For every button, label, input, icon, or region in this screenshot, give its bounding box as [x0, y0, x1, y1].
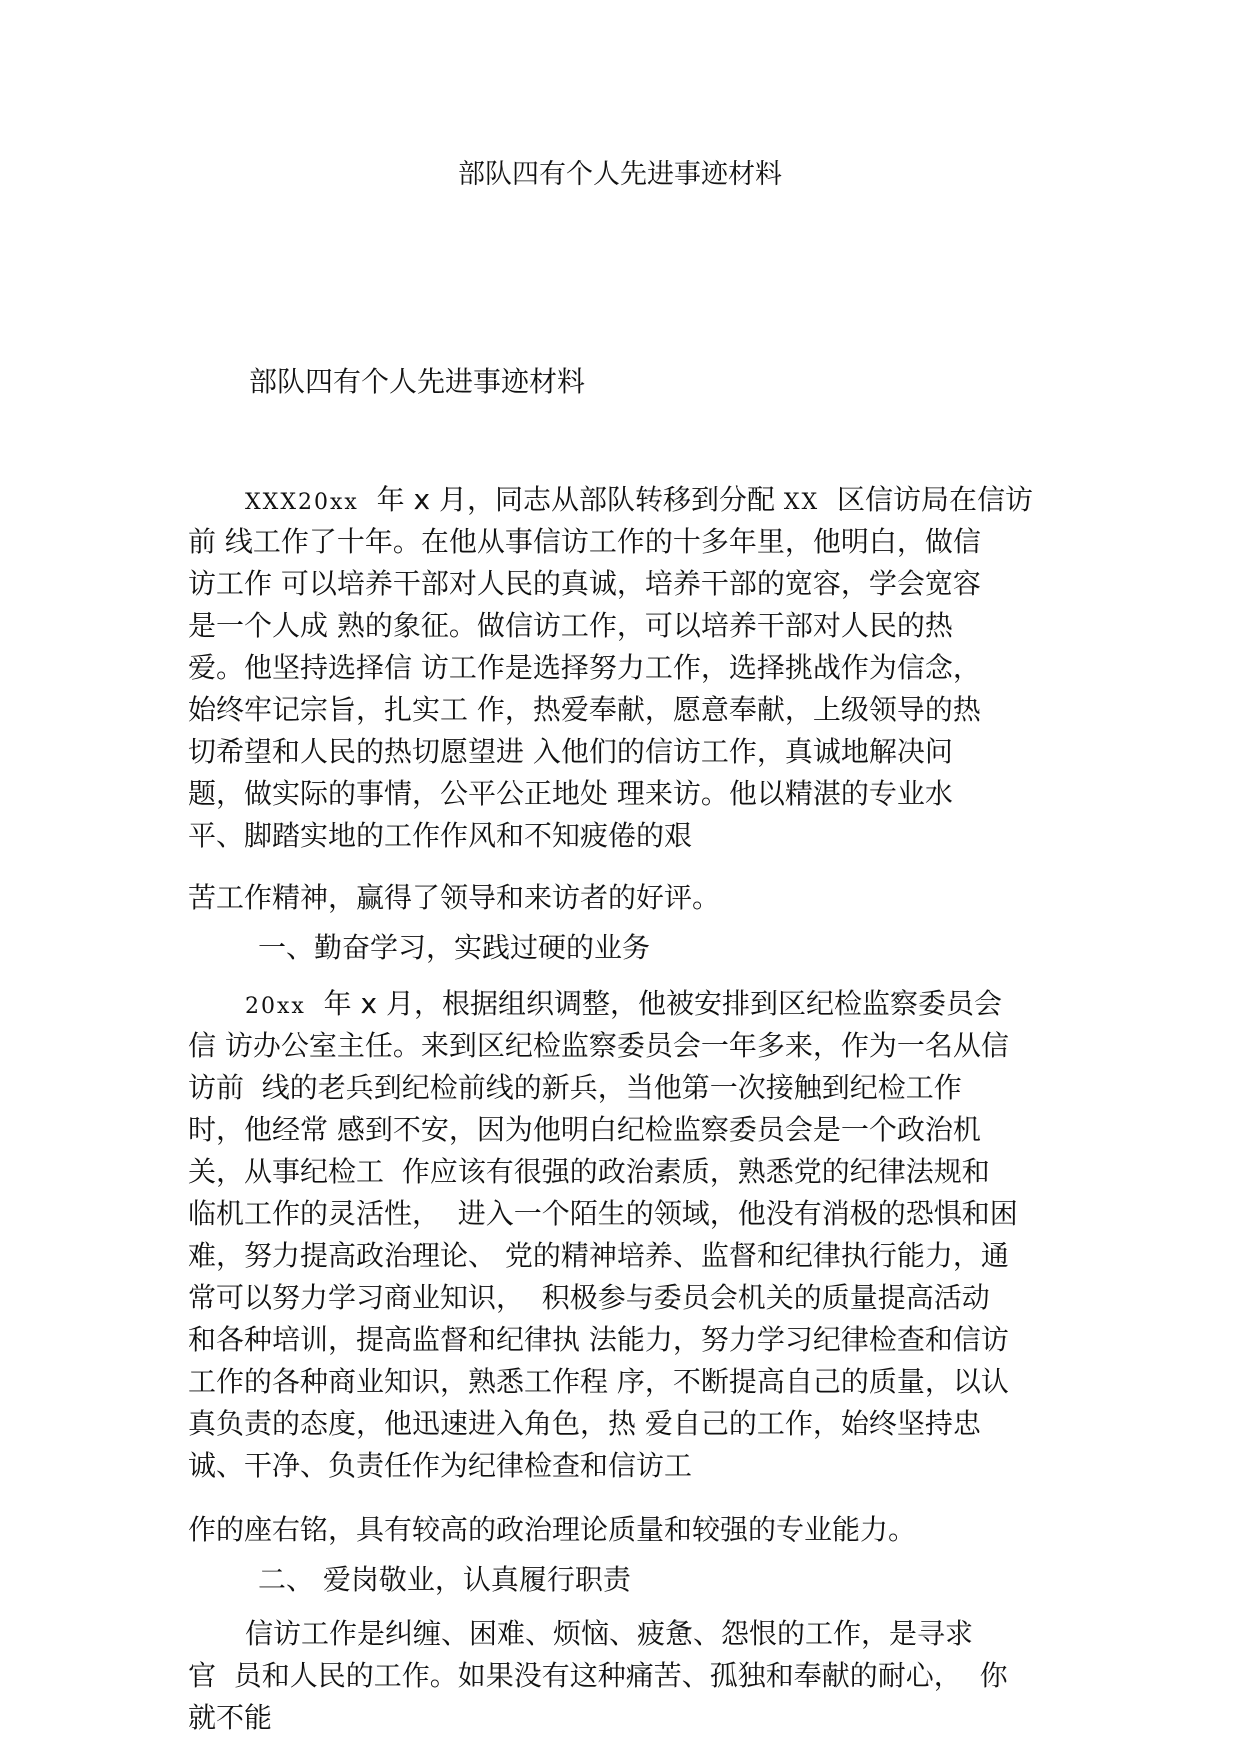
paragraph-1-line-9: 平、脚踏实地的工作作风和不知疲倦的艰: [188, 819, 693, 852]
document-header-title: 部队四有个人先进事迹材料: [458, 159, 782, 190]
paragraph-2-line-12: 诚、干净、负责任作为纪律检查和信访工: [188, 1449, 693, 1482]
paragraph-3-line-2: 官 员和人民的工作。如果没有这种痛苦、孤独和奉献的耐心， 你: [188, 1659, 1008, 1692]
paragraph-2-line-5: 关，从事纪检工 作应该有很强的政治素质，熟悉党的纪律法规和: [188, 1155, 990, 1188]
section-heading-1: 一、勤奋学习，实践过硬的业务: [258, 931, 651, 964]
paragraph-2-line-9: 和各种培训，提高监督和纪律执 法能力，努力学习纪律检查和信访: [188, 1323, 1009, 1356]
paragraph-1-line-7: 切希望和人民的热切愿望进 入他们的信访工作，真诚地解决问: [188, 735, 953, 768]
document-title: 部队四有个人先进事迹材料: [249, 365, 586, 398]
paragraph-2-prefix: 20xx: [245, 994, 306, 1019]
paragraph-2-line-1: 20xx 年 x 月，根据组织调整，他被安排到区纪检监察委员会: [245, 987, 1002, 1020]
paragraph-1-prefix: XXX20xx: [245, 490, 359, 515]
paragraph-1-line-10: 苦工作精神，赢得了领导和来访者的好评。: [188, 881, 721, 914]
paragraph-2-line-10: 工作的各种商业知识，熟悉工作程 序，不断提高自己的质量，以认: [188, 1365, 1009, 1398]
paragraph-2-line-4: 时，他经常 感到不安，因为他明白纪检监察委员会是一个政治机: [188, 1113, 981, 1146]
paragraph-1-line-5: 爱。他坚持选择信 访工作是选择努力工作，选择挑战作为信念，: [188, 651, 981, 684]
paragraph-1-line-6: 始终牢记宗旨，扎实工 作，热爱奉献，愿意奉献，上级领导的热: [188, 693, 981, 726]
paragraph-2-line-8: 常可以努力学习商业知识， 积极参与委员会机关的质量提高活动: [188, 1281, 990, 1314]
section-heading-2: 二、 爱岗敬业，认真履行职责: [258, 1563, 631, 1596]
paragraph-2-line-13: 作的座右铭，具有较高的政治理论质量和较强的专业能力。: [188, 1513, 917, 1546]
paragraph-3-line-1: 信访工作是纠缠、困难、烦恼、疲惫、怨恨的工作，是寻求: [245, 1617, 974, 1650]
paragraph-1-line-4: 是一个人成 熟的象征。做信访工作，可以培养干部对人民的热: [188, 609, 953, 642]
paragraph-2-line-3: 访前 线的老兵到纪检前线的新兵，当他第一次接触到纪检工作: [188, 1071, 962, 1104]
paragraph-1-line-1: XXX20xx 年 x 月，同志从部队转移到分配 XX 区信访局在信访: [245, 483, 1034, 516]
paragraph-1-line-3: 访工作 可以培养干部对人民的真诚，培养干部的宽容，学会宽容: [188, 567, 981, 600]
paragraph-1-line-2: 前 线工作了十年。在他从事信访工作的十多年里，他明白，做信: [188, 525, 981, 558]
paragraph-1-line-8: 题，做实际的事情，公平公正地处 理来访。他以精湛的专业水: [188, 777, 953, 810]
paragraph-3-line-3: 就不能: [188, 1701, 273, 1734]
paragraph-2-line-2: 信 访办公室主任。来到区纪检监察委员会一年多来，作为一名从信: [188, 1029, 1009, 1062]
paragraph-2-line-6: 临机工作的灵活性， 进入一个陌生的领域，他没有消极的恐惧和困: [188, 1197, 1018, 1230]
paragraph-2-line-11: 真负责的态度，他迅速进入角色，热 爱自己的工作，始终坚持忠: [188, 1407, 981, 1440]
paragraph-2-line-7: 难，努力提高政治理论、 党的精神培养、监督和纪律执行能力，通: [188, 1239, 1009, 1272]
paragraph-1-xx: XX: [783, 490, 820, 515]
